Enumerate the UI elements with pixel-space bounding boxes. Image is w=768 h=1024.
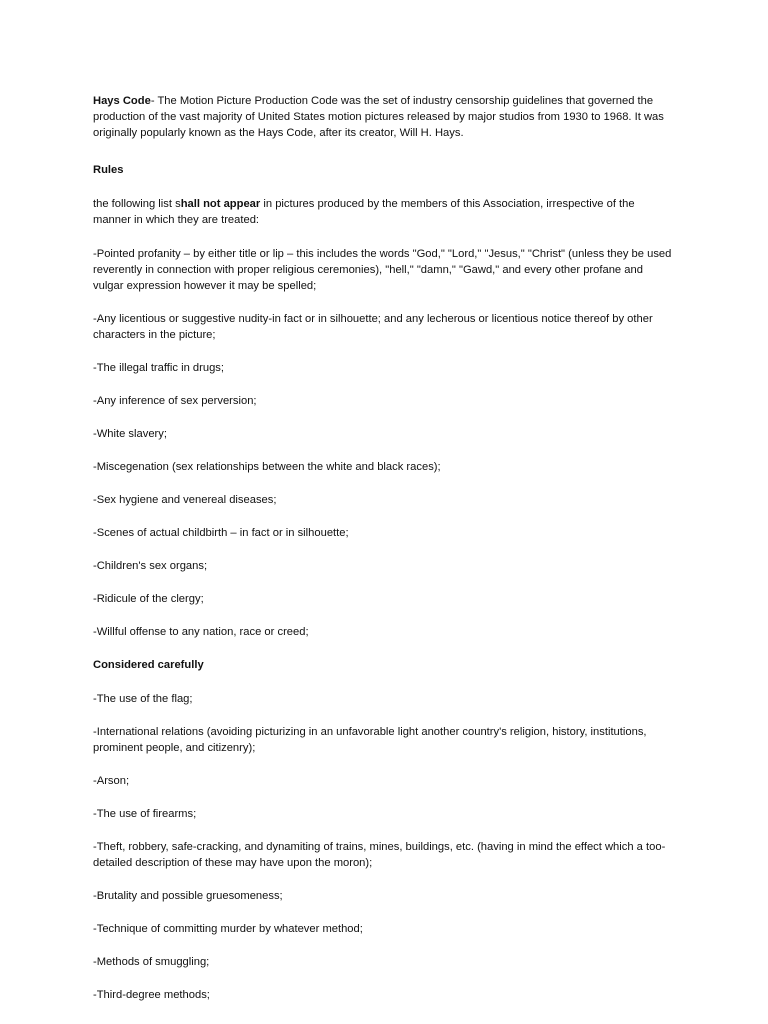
considered-item: -International relations (avoiding picturizing in an unfavorable light another country's religion, history, institutions, prominent people, and citizenry); (93, 726, 647, 754)
rules-lead-after: in pictures produced by the members of this Association, irrespective of the manner in which they are treated: (93, 198, 635, 226)
rules-item: -Any licentious or suggestive nudity-in fact or in silhouette; and any lecherous or licentious notice thereof by other characters in the picture; (93, 313, 653, 341)
rules-item: -Willful offense to any nation, race or creed; (93, 626, 309, 638)
intro-paragraph (93, 93, 673, 141)
intro-text: - The Motion Picture Production Code was the set of industry censorship guidelines that governed the production of the vast majority of United States motion pictures released by major studios from 1930 to 1968. It was originally popularly known as the Hays Code, after its creator, Will H. Hays. (93, 95, 664, 139)
considered-heading: Considered carefully (93, 659, 204, 671)
rules-item: -Pointed profanity – by either title or lip – this includes the words "God," "Lord," "Jesus," "Christ" (unless they be used reverently in connection with proper religious ceremonies), "hell," "damn," "Gawd," and every other profane and vulgar expression however it may be spelled; (93, 248, 672, 292)
rules-item: -White slavery; (93, 428, 167, 440)
rules-lead-bold: hall not appear (180, 198, 261, 210)
rules-item: -The illegal traffic in drugs; (93, 362, 224, 374)
considered-item: -The use of the flag; (93, 693, 193, 705)
rules-item: -Sex hygiene and venereal diseases; (93, 494, 277, 506)
considered-item: -Methods of smuggling; (93, 956, 210, 968)
rules-item: -Ridicule of the clergy; (93, 593, 204, 605)
intro-term: Hays Code (93, 95, 151, 107)
rules-item: -Scenes of actual childbirth – in fact or in silhouette; (93, 527, 349, 539)
rules-lead (93, 196, 673, 228)
rules-heading: Rules (93, 164, 124, 176)
rules-lead-before: the following list s (93, 198, 181, 210)
considered-item: -The use of firearms; (93, 808, 197, 820)
rules-item: -Children's sex organs; (93, 560, 208, 572)
considered-item: -Theft, robbery, safe-cracking, and dynamiting of trains, mines, buildings, etc. (having in mind the effect which a too-detailed description of these may have upon the moron); (93, 841, 666, 869)
rules-item: -Any inference of sex perversion; (93, 395, 257, 407)
considered-item: -Arson; (93, 775, 130, 787)
considered-item: -Third-degree methods; (93, 989, 210, 1001)
considered-item: -Technique of committing murder by whatever method; (93, 923, 363, 935)
considered-item: -Brutality and possible gruesomeness; (93, 890, 283, 902)
document-page (93, 93, 673, 1020)
rules-item: -Miscegenation (sex relationships between the white and black races); (93, 461, 441, 473)
